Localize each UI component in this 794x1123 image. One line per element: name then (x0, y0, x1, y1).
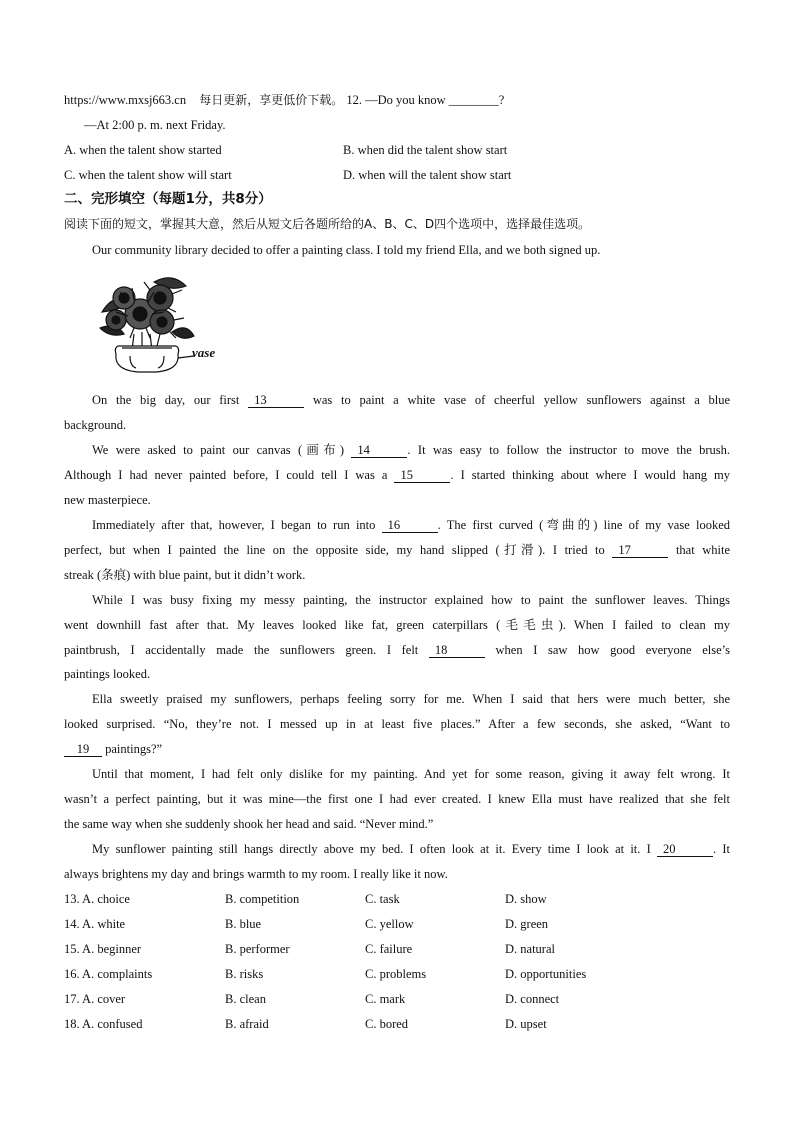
passage-paragraph-6-line-2: looked surprised. “No, they’re not. I messed up in at least five places.” After a few seconds, she asked, “Want to (64, 717, 730, 731)
option-a: 16. A. complaints (64, 967, 153, 981)
passage-text: that white (675, 543, 731, 557)
option-b: B. risks (225, 967, 264, 981)
passage-paragraph-5-line-4: paintings looked. (64, 667, 151, 681)
blank-15: 15 (394, 468, 450, 483)
option-b: B. competition (225, 892, 300, 906)
option-c: C. problems (365, 967, 427, 981)
header-slogan: 每日更新，享更低价下载。 (199, 93, 344, 107)
passage-text: paintings?” (105, 742, 163, 756)
vase-label: vase (192, 345, 216, 360)
blank-17: 17 (612, 543, 668, 558)
section-instruction: 阅读下面的短文，掌握其大意，然后从短文后各题所给的A、B、C、D四个选项中，选择最佳选项。 (64, 217, 591, 231)
passage-paragraph-1: Our community library decided to offer a painting class. I told my friend Ella, and we both signed up. (92, 243, 601, 257)
option-d: D. show (505, 892, 547, 906)
passage-text: Immediately after that, however, I began to run into (92, 518, 376, 532)
passage-text: . It (713, 842, 731, 856)
passage-paragraph-2-line-2: background. (64, 418, 127, 432)
passage-text: perfect, but when I painted the line on the opposite side, my hand slipped (打滑). I tried to (64, 543, 605, 557)
blank-13: 13 (248, 393, 304, 408)
passage-paragraph-6-line-1: Ella sweetly praised my sunflowers, perhaps feeling sorry for me. When I said that hers were much better, she (92, 692, 730, 706)
question-12-answer-line: —At 2:00 p. m. next Friday. (84, 118, 226, 132)
option-a: 17. A. cover (64, 992, 126, 1006)
option-c: C. task (365, 892, 400, 906)
passage-paragraph-3-line-2 (64, 467, 730, 483)
passage-text: On the big day, our first (92, 393, 240, 407)
option-c: C. mark (365, 992, 406, 1006)
passage-paragraph-5-line-3 (64, 642, 730, 658)
passage-paragraph-8-line-2: always brightens my day and brings warmth to my room. I really like it now. (64, 867, 448, 881)
passage-text: was to paint a white vase of cheerful yellow sunflowers against a blue (312, 393, 731, 407)
passage-paragraph-5-line-2: went downhill fast after that. My leaves looked like fat, green caterpillars (毛毛虫). When I failed to clean my (64, 618, 730, 632)
passage-paragraph-4-line-3: streak (条痕) with blue paint, but it didn’t work. (64, 568, 306, 582)
option-d: D. green (505, 917, 549, 931)
passage-paragraph-3-line-1 (92, 442, 730, 458)
passage-paragraph-3-line-3: new masterpiece. (64, 493, 151, 507)
passage-text: . It was easy to follow the instructor to move the brush. (407, 443, 731, 457)
option-a: 18. A. confused (64, 1017, 143, 1031)
option-c: C. failure (365, 942, 413, 956)
blank-19: 19 (64, 742, 102, 757)
passage-text: . The first curved (弯曲的) line of my vase looked (437, 518, 731, 532)
blank-16: 16 (382, 518, 438, 533)
option-a: 14. A. white (64, 917, 126, 931)
q12-option-d: D. when will the talent show start (343, 168, 512, 182)
passage-paragraph-7-line-2: wasn’t a perfect painting, but it was mine—the first one I had ever created. I knew Ella must have realized that she felt (64, 792, 730, 806)
passage-paragraph-5-line-1: While I was busy fixing my messy painting, the instructor explained how to paint the sunflower leaves. Things (92, 593, 730, 607)
passage-text: when I saw how good everyone else’s (495, 643, 730, 657)
passage-paragraph-4-line-1 (92, 517, 730, 533)
option-b: B. clean (225, 992, 266, 1006)
option-c: C. yellow (365, 917, 414, 931)
passage-paragraph-7-line-3: the same way when she suddenly shook her head and said. “Never mind.” (64, 817, 434, 831)
blank-14: 14 (351, 443, 407, 458)
option-b: B. performer (225, 942, 290, 956)
option-b: B. afraid (225, 1017, 269, 1031)
passage-paragraph-4-line-2 (64, 542, 730, 558)
option-a: 15. A. beginner (64, 942, 142, 956)
passage-text: Although I had never painted before, I could tell I was a (64, 468, 388, 482)
option-b: B. blue (225, 917, 262, 931)
question-12-prompt: 12. —Do you know ________? (346, 93, 505, 107)
passage-paragraph-2-line-1 (92, 392, 730, 408)
q12-option-b: B. when did the talent show start (343, 143, 508, 157)
passage-paragraph-8-line-1 (92, 841, 730, 857)
option-d: D. connect (505, 992, 560, 1006)
q12-option-c: C. when the talent show will start (64, 168, 232, 182)
passage-paragraph-7-line-1: Until that moment, I had felt only dislike for my painting. And yet for some reason, giving it away felt wrong. It (92, 767, 730, 781)
header-line (64, 92, 730, 108)
passage-text: paintbrush, I accidentally made the sunflowers green. I felt (64, 643, 419, 657)
option-d: D. opportunities (505, 967, 587, 981)
section-title: 二、完形填空（每题1分，共8分） (64, 191, 272, 207)
source-url[interactable]: https://www.mxsj663.cn (64, 93, 187, 107)
passage-text: My sunflower painting still hangs directly above my bed. I often look at it. Every time I look at it. I (92, 842, 651, 856)
q12-option-a: A. when the talent show started (64, 143, 222, 157)
blank-20: 20 (657, 842, 713, 857)
option-a: 13. A. choice (64, 892, 130, 906)
passage-text: We were asked to paint our canvas (画布) (92, 443, 345, 457)
option-d: D. natural (505, 942, 555, 956)
option-c: C. bored (365, 1017, 409, 1031)
passage-text: . I started thinking about where I would hang my (450, 468, 730, 482)
blank-18: 18 (429, 643, 485, 658)
passage-paragraph-6-line-3 (64, 741, 730, 757)
option-d: D. upset (505, 1017, 547, 1031)
